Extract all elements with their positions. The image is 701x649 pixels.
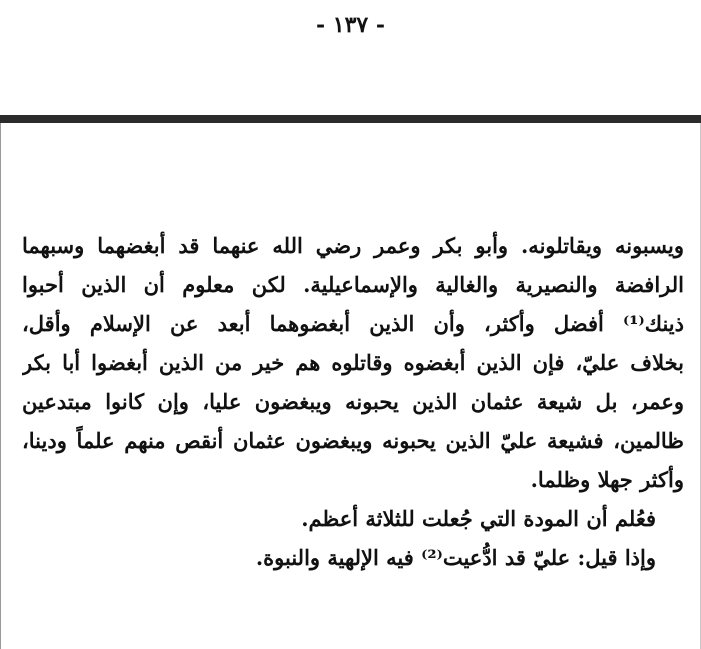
text-line: فعُلم أن المودة التي جُعلت للثلاثة أعظم. [301,506,656,531]
page-separator [0,115,701,123]
text-line: وأكثر جهلا وظلما. [530,467,684,492]
text-line: وإذا قيل: عليّ قد ادُّعيت⁽²⁾ فيه الإلهية والنبوة. [255,545,656,570]
text-line: بخلاف عليّ، فإن الذين أبغضوه وقاتلوه هم خير من الذين أبغضوا أبا بكر [22,350,684,375]
page-body-text [22,226,684,577]
text-line: الرافضة والنصيرية والغالية والإسماعيلية. لكن معلوم أن الذين أحبوا [22,272,684,297]
text-line: ذينك⁽¹⁾ أفضل وأكثر، وأن الذين أبغضوهما أبعد عن الإسلام وأقل، [22,311,684,336]
text-line: ظالمين، فشيعة عليّ الذين يحبونه ويبغضون عثمان أنقص منهم علماً ودينا، [22,428,684,453]
text-line: وعمر، بل شيعة عثمان الذين يحبونه ويبغضون عليا، وإن كانوا مبتدعين [22,389,684,414]
page-number: - ١٣٧ - [315,12,386,38]
text-line: ويسبونه ويقاتلونه. وأبو بكر وعمر رضي الله عنهما قد أبغضهما وسبهما [22,233,684,258]
page-header [0,0,701,115]
